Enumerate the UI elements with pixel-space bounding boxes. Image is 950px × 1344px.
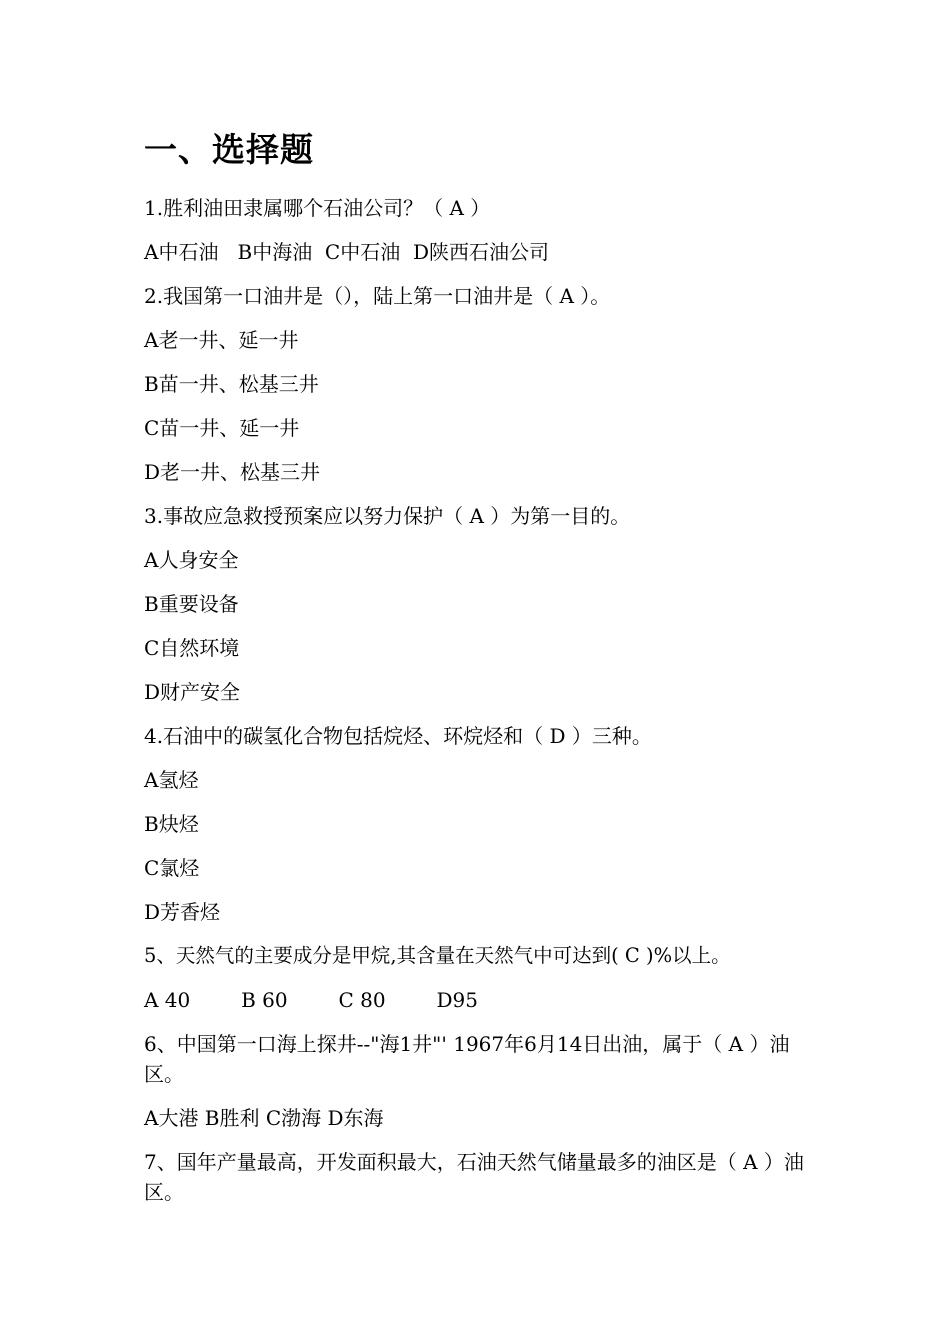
section-heading: 一、选择题 <box>144 130 314 169</box>
question-2-option-b: B苗一井、松基三井 <box>144 372 319 396</box>
question-4: 4.石油中的碳氢化合物包括烷烃、环烷烃和（ D ）三种。 <box>144 724 652 748</box>
question-3: 3.事故应急救授预案应以努力保护（ A ）为第一目的。 <box>144 504 631 528</box>
question-3-option-c: C自然环境 <box>144 636 240 660</box>
question-4-option-d: D芳香烃 <box>144 900 221 924</box>
question-2-option-a: A老一井、延一井 <box>144 328 299 352</box>
question-4-option-b: B炔烃 <box>144 812 199 836</box>
document-content <box>144 128 824 1214</box>
question-4-option-c: C氯烃 <box>144 856 200 880</box>
question-5: 5、天然气的主要成分是甲烷,其含量在天然气中可达到( C )%以上。 <box>144 944 731 967</box>
question-7: 7、国年产量最高，开发面积最大，石油天然气储量最多的油区是（ A ）油区。 <box>144 1150 804 1204</box>
question-1-options: A中石油 B中海油 C中石油 D陕西石油公司 <box>144 240 549 264</box>
question-3-option-d: D财产安全 <box>144 680 241 704</box>
question-3-option-b: B重要设备 <box>144 592 239 616</box>
question-1: 1.胜利油田隶属哪个石油公司？（ A ） <box>144 196 491 220</box>
question-3-option-a: A人身安全 <box>144 548 239 572</box>
question-6-options: A大港 B胜利 C渤海 D东海 <box>144 1106 384 1130</box>
question-2-option-d: D老一井、松基三井 <box>144 460 321 484</box>
question-5-options: A 40 B 60 C 80 D95 <box>144 988 478 1012</box>
question-6: 6、中国第一口海上探井--"海1井"' 1967年6月14日出油，属于（ A ）油区。 <box>144 1032 790 1086</box>
question-4-option-a: A氢烃 <box>144 768 199 792</box>
question-2: 2.我国第一口油井是（），陆上第一口油井是（ A ）。 <box>144 284 611 308</box>
question-2-option-c: C苗一井、延一井 <box>144 416 300 440</box>
